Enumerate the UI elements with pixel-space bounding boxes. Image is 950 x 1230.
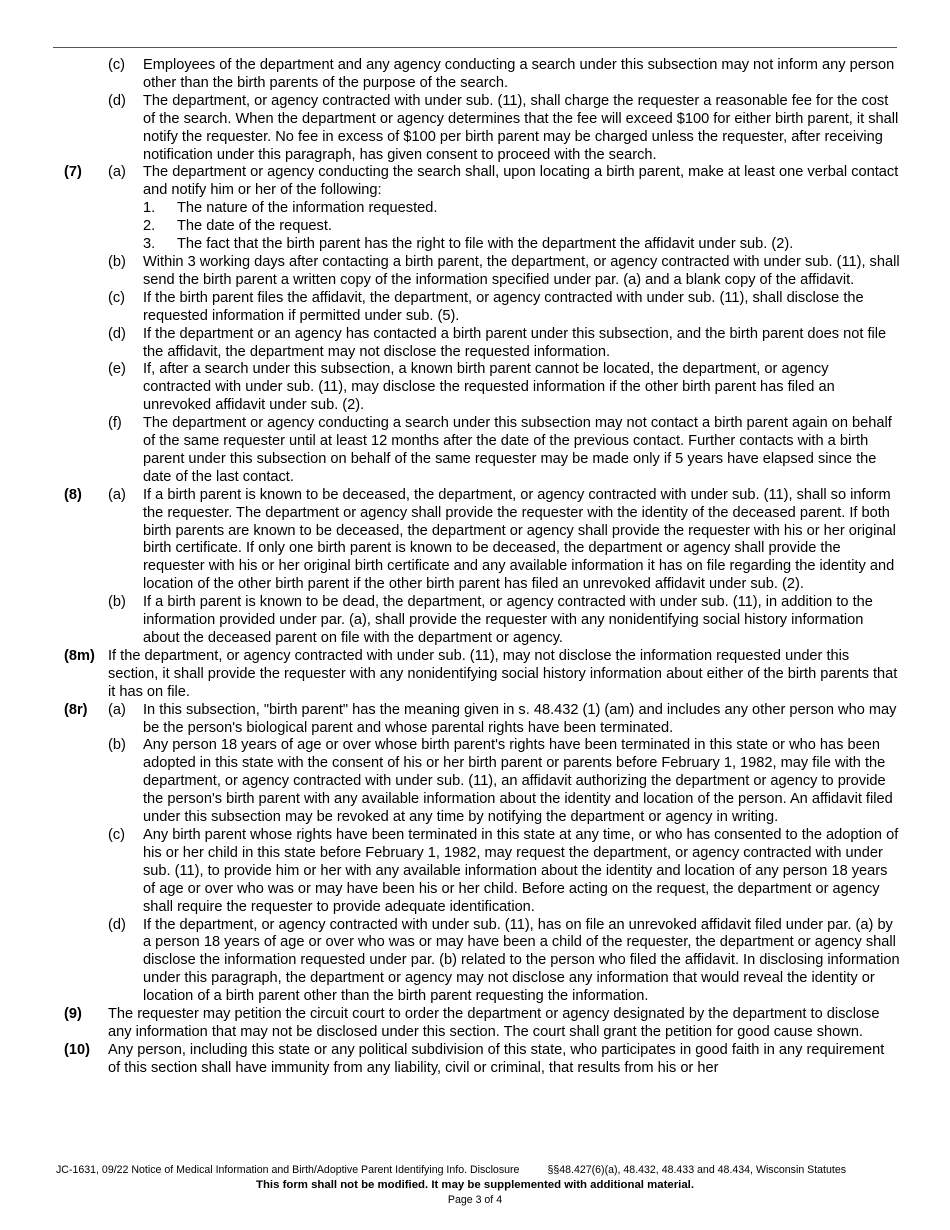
list-text: The nature of the information requested.: [177, 200, 438, 217]
list-number: 2.: [143, 218, 156, 235]
paragraph-8r-d: [0, 917, 950, 1007]
paragraph-6d: [0, 93, 950, 165]
paragraph-text: If a birth parent is known to be dead, the department, or agency contracted with under sub. (11), in addition to the information provided under par. (a), shall provide the requester with any nonidentifying social history information about the deceased parent on file with the department or agency.: [143, 594, 873, 646]
paragraph-7f: [0, 415, 950, 487]
paragraph-label: (a): [108, 164, 126, 181]
paragraph-label: (f): [108, 415, 122, 432]
document-body: [0, 57, 950, 1078]
paragraph-7c: [0, 290, 950, 326]
paragraph-label: (a): [108, 701, 126, 718]
paragraph-8b: [0, 594, 950, 648]
list-text: The fact that the birth parent has the right to file with the department the affidavit under sub. (2).: [177, 236, 794, 253]
paragraph-7b: [0, 254, 950, 290]
list-item-7a-1: [0, 200, 950, 218]
paragraph-label: (d): [108, 325, 126, 342]
list-item-7a-2: [0, 218, 950, 236]
paragraph-label: (d): [108, 916, 126, 933]
paragraph-6c: [0, 57, 950, 93]
list-number: 3.: [143, 236, 156, 253]
section-number: (8): [64, 486, 82, 503]
paragraph-text: If the department, or agency contracted with under sub. (11), may not disclose the information requested under this section, it shall provide the requester with any nonidentifying social history information about either of the birth parents that it has on file.: [108, 647, 898, 700]
form-info: JC-1631, 09/22 Notice of Medical Information and Birth/Adoptive Parent Identifying Info. Disclosure: [56, 1164, 520, 1176]
paragraph-7a: [0, 164, 950, 200]
paragraph-text: Within 3 working days after contacting a birth parent, the department, or agency contracted with under sub. (11), shall send the birth parent a written copy of the information specified under par. (a) and a blank copy of the affidavit.: [143, 253, 900, 288]
section-number: (8m): [64, 647, 95, 664]
paragraph-label: (a): [108, 486, 126, 503]
paragraph-7e: [0, 361, 950, 415]
paragraph-text: If a birth parent is known to be deceased, the department, or agency contracted with under sub. (11), shall so inform the requester. The department or agency shall provide the requester with the identity of the deceased parent. If both birth parents are known to be deceased, the department or agency shall provide the requester with his or her original birth certificate. If only one birth parent is known to be deceased, the department or agency shall provide the requester with his or her original birth certificate and any available information it has on file regarding the identity and location of the other birth parent if the other birth parent has filed an unrevoked affidavit under sub. (2).: [143, 486, 896, 593]
paragraph-text: Any person, including this state or any political subdivision of this state, who participates in good faith in any requirement of this section shall have immunity from any liability, civil or criminal, that results from his or her: [108, 1041, 885, 1076]
paragraph-8a: [0, 487, 950, 594]
paragraph-text: The department or agency conducting the search shall, upon locating a birth parent, make at least one verbal contact and notify him or her of the following:: [143, 164, 899, 199]
paragraph-label: (b): [108, 253, 126, 270]
paragraph-text: The requester may petition the circuit court to order the department or agency designated by the department to disclose any information that may not be disclosed under this section. The court shall grant the petition for good cause shown.: [108, 1006, 880, 1040]
paragraph-label: (d): [108, 92, 126, 109]
paragraph-text: Any person 18 years of age or over whose birth parent's rights have been terminated in this state or who has been adopted in this state with the consent of his or her birth parent or parents before February 1, 1982, may file with the department, or agency contracted with under sub. (11), an affidavit authorizing the department or agency to provide the person's birth parent with any available information about the identity and location of the person. An affidavit filed under this subsection may be revoked at any time by notifying the department or agency in writing.: [143, 737, 893, 826]
paragraph-label: (c): [108, 289, 126, 306]
section-number: (8r): [64, 701, 88, 718]
paragraph-label: (c): [108, 826, 126, 843]
list-item-7a-3: [0, 236, 950, 254]
paragraph-text: If the department, or agency contracted with under sub. (11), has on file an unrevoked affidavit filed under par. (a) by a person 18 years of age or over who was or may have been a child of the requester, the department or agency shall disclose the information requested under par. (b) related to the person who filed the affidavit. In disclosing information under this paragraph, the department or agency may not disclose any information that would reveal the identity or location of a birth parent other than the birth parent requesting the information.: [143, 916, 900, 1005]
footer-form-line: [56, 1164, 846, 1177]
modification-notice: This form shall not be modified. It may be supplemented with additional material.: [256, 1179, 694, 1191]
section-number: (9): [64, 1006, 82, 1023]
paragraph-text: The department, or agency contracted with under sub. (11), shall charge the requester a reasonable fee for the cost of the search. When the department or agency determines that the fee will exceed $100 for either birth parent, it shall notify the requester. No fee in excess of $100 per birth parent may be charged unless the requester, after receiving notification under this paragraph, has given consent to proceed with the search.: [143, 92, 899, 163]
paragraph-text: The department or agency conducting a search under this subsection may not contact a birth parent again on behalf of the same requester until at least 12 months after the date of the previous contact. Further contacts with a birth parent under this subsection on behalf of the same requester may be made only if 5 years have elapsed since the date of the last contact.: [143, 415, 892, 485]
paragraph-7d: [0, 326, 950, 362]
section-9: [0, 1006, 950, 1042]
paragraph-8r-b: [0, 737, 950, 827]
paragraph-label: (b): [108, 737, 126, 754]
paragraph-text: If, after a search under this subsection, a known birth parent cannot be located, the department, or agency contracted with under sub. (11), may disclose the requested information if the other birth parent has filed an unrevoked affidavit under sub. (2).: [143, 361, 835, 414]
section-number: (10): [64, 1041, 90, 1058]
paragraph-8r-a: [0, 702, 950, 738]
paragraph-text: If the birth parent files the affidavit, the department, or agency contracted with under sub. (11), shall disclose the requested information if permitted under sub. (5).: [143, 289, 864, 324]
paragraph-text: Any birth parent whose rights have been terminated in this state at any time, or who has consented to the adoption of his or her child in this state before February 1, 1982, may request the department, or agency contracted with under sub. (11), to provide him or her with any available information about the identity and location of any person 18 years of age or over who was or may have been his or her child. Before acting on the request, the department or agency shall require the requester to provide adequate identification.: [143, 826, 899, 915]
section-8m: [0, 648, 950, 702]
paragraph-label: (b): [108, 594, 126, 611]
paragraph-text: If the department or an agency has contacted a birth parent under this subsection, and the birth parent does not file the affidavit, the department may not disclose the requested information.: [143, 325, 887, 360]
paragraph-text: In this subsection, "birth parent" has the meaning given in s. 48.432 (1) (am) and includes any other person who may be the person's biological parent and whose parental rights have been terminated.: [143, 701, 897, 736]
section-number: (7): [64, 164, 82, 181]
paragraph-text: Employees of the department and any agency conducting a search under this subsection may not inform any person other than the birth parents of the purpose of the search.: [143, 57, 895, 91]
paragraph-8r-c: [0, 827, 950, 917]
paragraph-label: (e): [108, 361, 126, 378]
statute-references: §§48.427(6)(a), 48.432, 48.433 and 48.434, Wisconsin Statutes: [547, 1164, 847, 1176]
header-rule: [53, 47, 897, 48]
page-number: Page 3 of 4: [447, 1194, 503, 1206]
list-text: The date of the request.: [177, 218, 332, 235]
section-10: [0, 1042, 950, 1078]
paragraph-label: (c): [108, 57, 126, 73]
list-number: 1.: [143, 200, 156, 217]
